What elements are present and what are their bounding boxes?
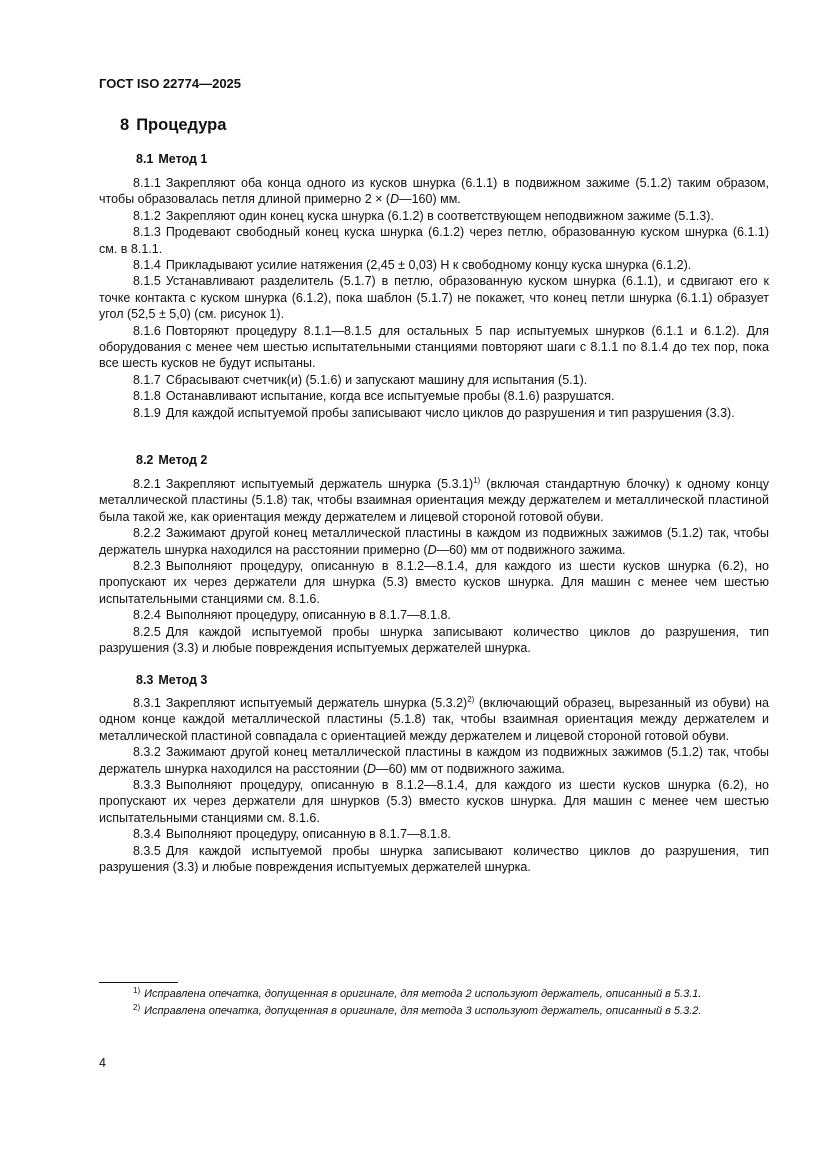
paragraph-8-2-2 <box>99 525 769 558</box>
subsection-heading-8-3 <box>136 673 207 687</box>
paragraph-text-tail: —60) мм от подвижного зажима. <box>376 761 565 776</box>
paragraph-text-tail: —160) мм. <box>399 192 461 207</box>
footnote-reference: 1) <box>473 476 481 485</box>
method-2-body <box>99 476 769 656</box>
document-header: ГОСТ ISO 22774—2025 <box>99 76 242 91</box>
paragraph-8-3-4 <box>99 826 769 842</box>
paragraph-number: 8.1.6 <box>133 323 161 338</box>
paragraph-number: 8.3.2 <box>133 745 161 760</box>
paragraph-text: Устанавливают разделитель (5.1.7) в петлю, образованную куском шнурка (6.1.1), и сдвигают его к точке контакта с куском шнурка (6.1.2), пока шаблон (5.1.7) не покажет, что конец петли шнурка (6.1.1) образует угол (52,5 ± 5,0) (см. рисунок 1). <box>99 274 769 322</box>
paragraph-text: Для каждой испытуемой пробы записывают число циклов до разрушения и тип разрушения (3.3). <box>165 405 735 420</box>
subsection-title: Метод 2 <box>158 453 208 467</box>
section-title-text: Процедура <box>136 116 227 134</box>
paragraph-text: Сбрасывают счетчик(и) (5.1.6) и запускают машину для испытания (5.1). <box>165 372 588 387</box>
paragraph-text: Закрепляют один конец куска шнурка (6.1.2) в соответствующем неподвижном зажиме (5.1.3). <box>165 208 714 223</box>
subsection-heading-8-2 <box>136 453 207 467</box>
subsection-heading-8-1 <box>136 152 207 166</box>
paragraph-number: 8.2.1 <box>133 477 161 491</box>
footnote-2 <box>99 1003 769 1020</box>
footnote-mark: 2) <box>133 1002 141 1012</box>
paragraph-number: 8.1.1 <box>133 176 161 190</box>
subsection-title: Метод 3 <box>158 673 208 687</box>
footnote-text: Исправлена опечатка, допущенная в оригинале, для метода 2 используют держатель, описанный в 5.3.1. <box>144 988 702 1000</box>
page-number: 4 <box>99 1056 106 1070</box>
paragraph-text: Продевают свободный конец куска шнурка (6.1.2) через петлю, образованную куском шнурка (6.1.1) см. в 8.1.1. <box>99 225 769 256</box>
footnote-text: Исправлена опечатка, допущенная в оригинале, для метода 3 используют держатель, описанный в 5.3.2. <box>144 1004 702 1017</box>
paragraph-text: Выполняют процедуру, описанную в 8.1.2—8.1.4, для каждого из шести кусков шнурка (6.2), но пропускают их через держатели для шнурков (5.3) вместо кусков шнурка. Для машин с менее чем шестью испытательными станциями см. 8.1.6. <box>99 778 769 825</box>
variable-d: D <box>367 761 377 776</box>
paragraph-number: 8.1.4 <box>133 258 161 273</box>
paragraph-8-1-2 <box>99 208 769 224</box>
paragraph-text: Повторяют процедуру 8.1.1—8.1.5 для остальных 5 пар испытуемых шнурков (6.1.1 и 6.1.2). Для оборудования с менее чем шестью испытательными станциями повторяют шаги с 8.1.1 по 8.1.4 до тех пор, пока все шесть кусков не будут испытаны. <box>99 323 769 371</box>
paragraph-8-3-3 <box>99 777 769 826</box>
paragraph-8-3-1 <box>99 695 769 744</box>
paragraph-8-1-4 <box>99 257 769 273</box>
paragraph-8-2-5 <box>99 624 769 657</box>
paragraph-number: 8.1.5 <box>133 274 161 289</box>
paragraph-number: 8.3.5 <box>133 843 161 858</box>
paragraph-8-1-3 <box>99 224 769 257</box>
paragraph-text: Для каждой испытуемой пробы шнурка записывают количество циклов до разрушения, тип разрушения (3.3) и любые повреждения испытуемых держателей шнурка. <box>99 843 769 875</box>
method-1-body <box>99 175 769 421</box>
paragraph-text: Зажимают другой конец металлической пластины в каждом из подвижных зажимов (5.1.2) так, чтобы держатель шнурка находился на расстоянии ( <box>99 745 769 776</box>
paragraph-8-2-4 <box>99 607 769 623</box>
paragraph-number: 8.3.4 <box>133 827 161 842</box>
paragraph-8-1-1 <box>99 175 769 208</box>
paragraph-text-tail: —60) мм от подвижного зажима. <box>436 542 626 557</box>
paragraph-text: Прикладывают усилие натяжения (2,45 ± 0,03) Н к свободному концу куска шнурка (6.1.2). <box>165 258 692 273</box>
paragraph-number: 8.3.3 <box>133 778 161 793</box>
paragraph-8-1-8 <box>99 388 769 404</box>
paragraph-number: 8.2.2 <box>133 526 161 541</box>
paragraph-8-1-7 <box>99 372 769 388</box>
paragraph-text-tail: (включая стандартную блочку) к одному концу металлической пластины (5.1.8) так, чтобы взаимная ориентация между держателем и металлической пластиной была такой же, как ориентация между держателем и лицевой стороной готовой обуви. <box>99 477 770 524</box>
paragraph-text: Выполняют процедуру, описанную в 8.1.2—8.1.4, для каждого из шести кусков шнурка (6.2), но пропускают их через держатели для шнурка (5.3) вместо кусков шнурка. Для машин с менее чем шестью испытательными станциями см. 8.1.6. <box>99 559 769 606</box>
variable-d: D <box>427 542 437 557</box>
variable-d: D <box>390 192 400 207</box>
section-number: 8 <box>120 116 130 134</box>
paragraph-text-tail: (включающий образец, вырезанный из обуви) на одном конце каждой металлической пластины (5.1.8) так, чтобы взаимная ориентация между держателем и металлической пластиной совпадала с ориентацией между держателем и лицевой стороной готовой обуви. <box>99 696 769 743</box>
footnote-mark: 1) <box>133 986 141 995</box>
paragraph-number: 8.1.3 <box>133 225 161 240</box>
paragraph-text: Закрепляют испытуемый держатель шнурка (5.3.2) <box>165 696 468 710</box>
paragraph-number: 8.1.9 <box>133 405 161 420</box>
paragraph-text: Выполняют процедуру, описанную в 8.1.7—8.1.8. <box>165 608 451 623</box>
paragraph-number: 8.2.3 <box>133 559 161 574</box>
paragraph-8-1-5 <box>99 273 769 322</box>
paragraph-8-1-6 <box>99 323 769 372</box>
paragraph-text: Останавливают испытание, когда все испытуемые пробы (8.1.6) разрушатся. <box>165 389 615 404</box>
paragraph-8-3-5 <box>99 843 769 876</box>
paragraph-number: 8.1.2 <box>133 208 161 223</box>
footnote-1 <box>99 986 769 1003</box>
paragraph-number: 8.1.7 <box>133 372 161 387</box>
paragraph-8-3-2 <box>99 744 769 777</box>
subsection-number: 8.3 <box>136 673 154 687</box>
method-3-body <box>99 695 769 875</box>
subsection-number: 8.2 <box>136 453 154 467</box>
paragraph-number: 8.2.4 <box>133 608 161 623</box>
section-title <box>120 116 226 135</box>
paragraph-8-1-9 <box>99 405 769 421</box>
paragraph-text: Закрепляют оба конца одного из кусков шнурка (6.1.1) в подвижном зажиме (5.1.2) таким образом, чтобы образовалась петля длиной примерно 2 × ( <box>99 176 769 207</box>
paragraph-text: Выполняют процедуру, описанную в 8.1.7—8.1.8. <box>165 827 451 842</box>
footnote-reference: 2) <box>467 695 475 704</box>
footnote-divider <box>99 982 178 983</box>
paragraph-text: Зажимают другой конец металлической пластины в каждом из подвижных зажимов (5.1.2) так, чтобы держатель шнурка находился на расстоянии примерно ( <box>99 526 769 557</box>
paragraph-number: 8.2.5 <box>133 624 161 639</box>
paragraph-text: Для каждой испытуемой пробы шнурка записывают количество циклов до разрушения, тип разрушения (3.3) и любые повреждения испытуемых держателей шнурка. <box>99 624 769 656</box>
subsection-title: Метод 1 <box>158 152 208 166</box>
paragraph-text: Закрепляют испытуемый держатель шнурка (5.3.1) <box>165 477 474 491</box>
footnotes <box>99 986 769 1019</box>
paragraph-8-2-1 <box>99 476 769 525</box>
paragraph-number: 8.1.8 <box>133 389 161 404</box>
paragraph-number: 8.3.1 <box>133 696 161 710</box>
paragraph-8-2-3 <box>99 558 769 607</box>
subsection-number: 8.1 <box>136 152 154 166</box>
